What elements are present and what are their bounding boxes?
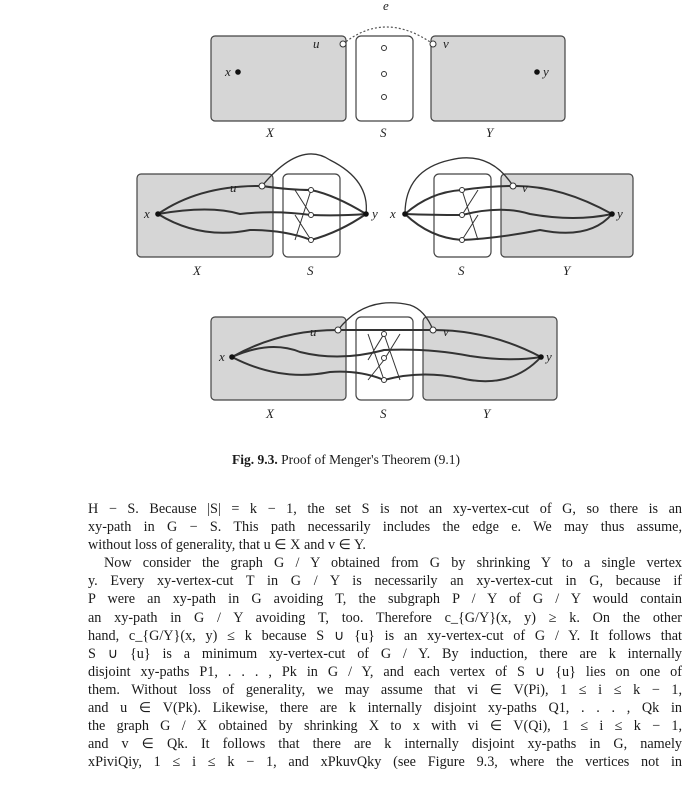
text-line: an xy-path in G / Y avoiding T, too. Therefore c_{G/Y}(x, y) ≥ k. On the other <box>88 609 682 626</box>
node-x <box>235 69 241 75</box>
text-line: and u ∈ V(Pk). Likewise, there are k internally disjoint xy-paths Q1, . . . , Qk in <box>88 700 682 717</box>
region-x <box>211 36 346 121</box>
caption-x: X <box>266 406 274 421</box>
label-y: y <box>372 206 378 221</box>
label-u: u <box>313 36 320 51</box>
label-x: x <box>144 206 150 221</box>
node-y <box>538 354 544 360</box>
node-u <box>335 327 341 333</box>
panel-middle-left <box>137 154 378 278</box>
label-x: x <box>390 206 396 221</box>
label-v: v <box>443 324 449 339</box>
node-s1 <box>309 188 314 193</box>
node-x <box>229 354 235 360</box>
label-u: u <box>310 324 317 339</box>
label-v: v <box>443 36 449 51</box>
node-s2 <box>382 356 387 361</box>
node-s3 <box>460 238 465 243</box>
caption-x: X <box>193 263 201 278</box>
text-line: y. Every xy-vertex-cut T in G / Y is necessarily an xy-vertex-cut in G, because if <box>88 573 682 590</box>
panel-middle-right <box>389 158 633 278</box>
node-y <box>609 211 615 217</box>
text-line: H − S. Because |S| = k − 1, the set S is not an xy-vertex-cut of G, so there is an <box>88 501 682 517</box>
node-x <box>155 211 161 217</box>
label-u: u <box>230 180 237 195</box>
node-s3 <box>309 238 314 243</box>
label-e: e <box>383 0 389 13</box>
label-v: v <box>522 180 528 195</box>
text-line: xPiviQiy, 1 ≤ i ≤ k − 1, and xPkuvQky (see Figure 9.3, where the vertices not in <box>88 754 682 771</box>
figure-caption <box>0 452 692 468</box>
node-x <box>402 211 408 217</box>
node-s1 <box>382 332 387 337</box>
text-line: the graph G / X obtained by shrinking X to x with vi ∈ V(Qi), 1 ≤ i ≤ k − 1, <box>88 718 682 735</box>
caption-text: Proof of Menger's Theorem (9.1) <box>281 452 460 467</box>
caption-y: Y <box>483 406 491 421</box>
panel-bottom <box>211 303 557 421</box>
paragraph-2 <box>88 554 682 771</box>
caption-y: Y <box>563 263 571 278</box>
node-s3 <box>382 95 387 100</box>
text-line: and v ∈ Qk. It follows that there are k internally disjoint xy-paths in G, namely <box>88 736 682 753</box>
label-y: y <box>543 64 549 79</box>
node-v <box>430 327 436 333</box>
caption-s: S <box>307 263 314 278</box>
text-line: P were an xy-path in G avoiding T, the subgraph P / Y of G / Y would contain <box>88 591 682 608</box>
body-text <box>88 500 682 771</box>
node-u <box>259 183 265 189</box>
label-y: y <box>546 349 552 364</box>
node-v <box>430 41 436 47</box>
text-line: without loss of generality, that u ∈ X and v ∈ Y. <box>88 537 366 554</box>
node-y <box>363 211 369 217</box>
label-y: y <box>617 206 623 221</box>
caption-prefix: Fig. 9.3. <box>232 452 278 467</box>
panel-top <box>211 0 565 140</box>
node-s1 <box>382 46 387 51</box>
node-s2 <box>309 213 314 218</box>
caption-s: S <box>458 263 465 278</box>
label-x: x <box>219 349 225 364</box>
text-line: Now consider the graph G / Y obtained from G by shrinking Y to a single vertex <box>104 555 682 572</box>
node-u <box>340 41 346 47</box>
label-x: x <box>225 64 231 79</box>
node-s2 <box>382 72 387 77</box>
text-line: S ∪ {u} is a minimum xy-vertex-cut of G / Y. By induction, there are k internally <box>88 645 682 662</box>
node-y <box>534 69 540 75</box>
node-s3 <box>382 378 387 383</box>
text-line: xy-path in G − S. This path necessarily includes the edge e. We may thus assume, <box>88 519 682 536</box>
caption-x: X <box>266 125 274 140</box>
node-s1 <box>460 188 465 193</box>
text-line: disjoint xy-paths P1, . . . , Pk in G / Y, and each vertex of S ∪ {u} lies on one of <box>88 663 682 680</box>
text-line: hand, c_{G/Y}(x, y) ≤ k because S ∪ {u} is an xy-vertex-cut of G / Y. It follows that <box>88 627 682 644</box>
paragraph-1 <box>88 500 682 554</box>
text-line: them. Without loss of generality, we may assume that vi ∈ V(Pi), 1 ≤ i ≤ k − 1, <box>88 681 682 698</box>
caption-s: S <box>380 406 387 421</box>
caption-y: Y <box>486 125 494 140</box>
node-s2 <box>460 213 465 218</box>
caption-s: S <box>380 125 387 140</box>
node-v <box>510 183 516 189</box>
